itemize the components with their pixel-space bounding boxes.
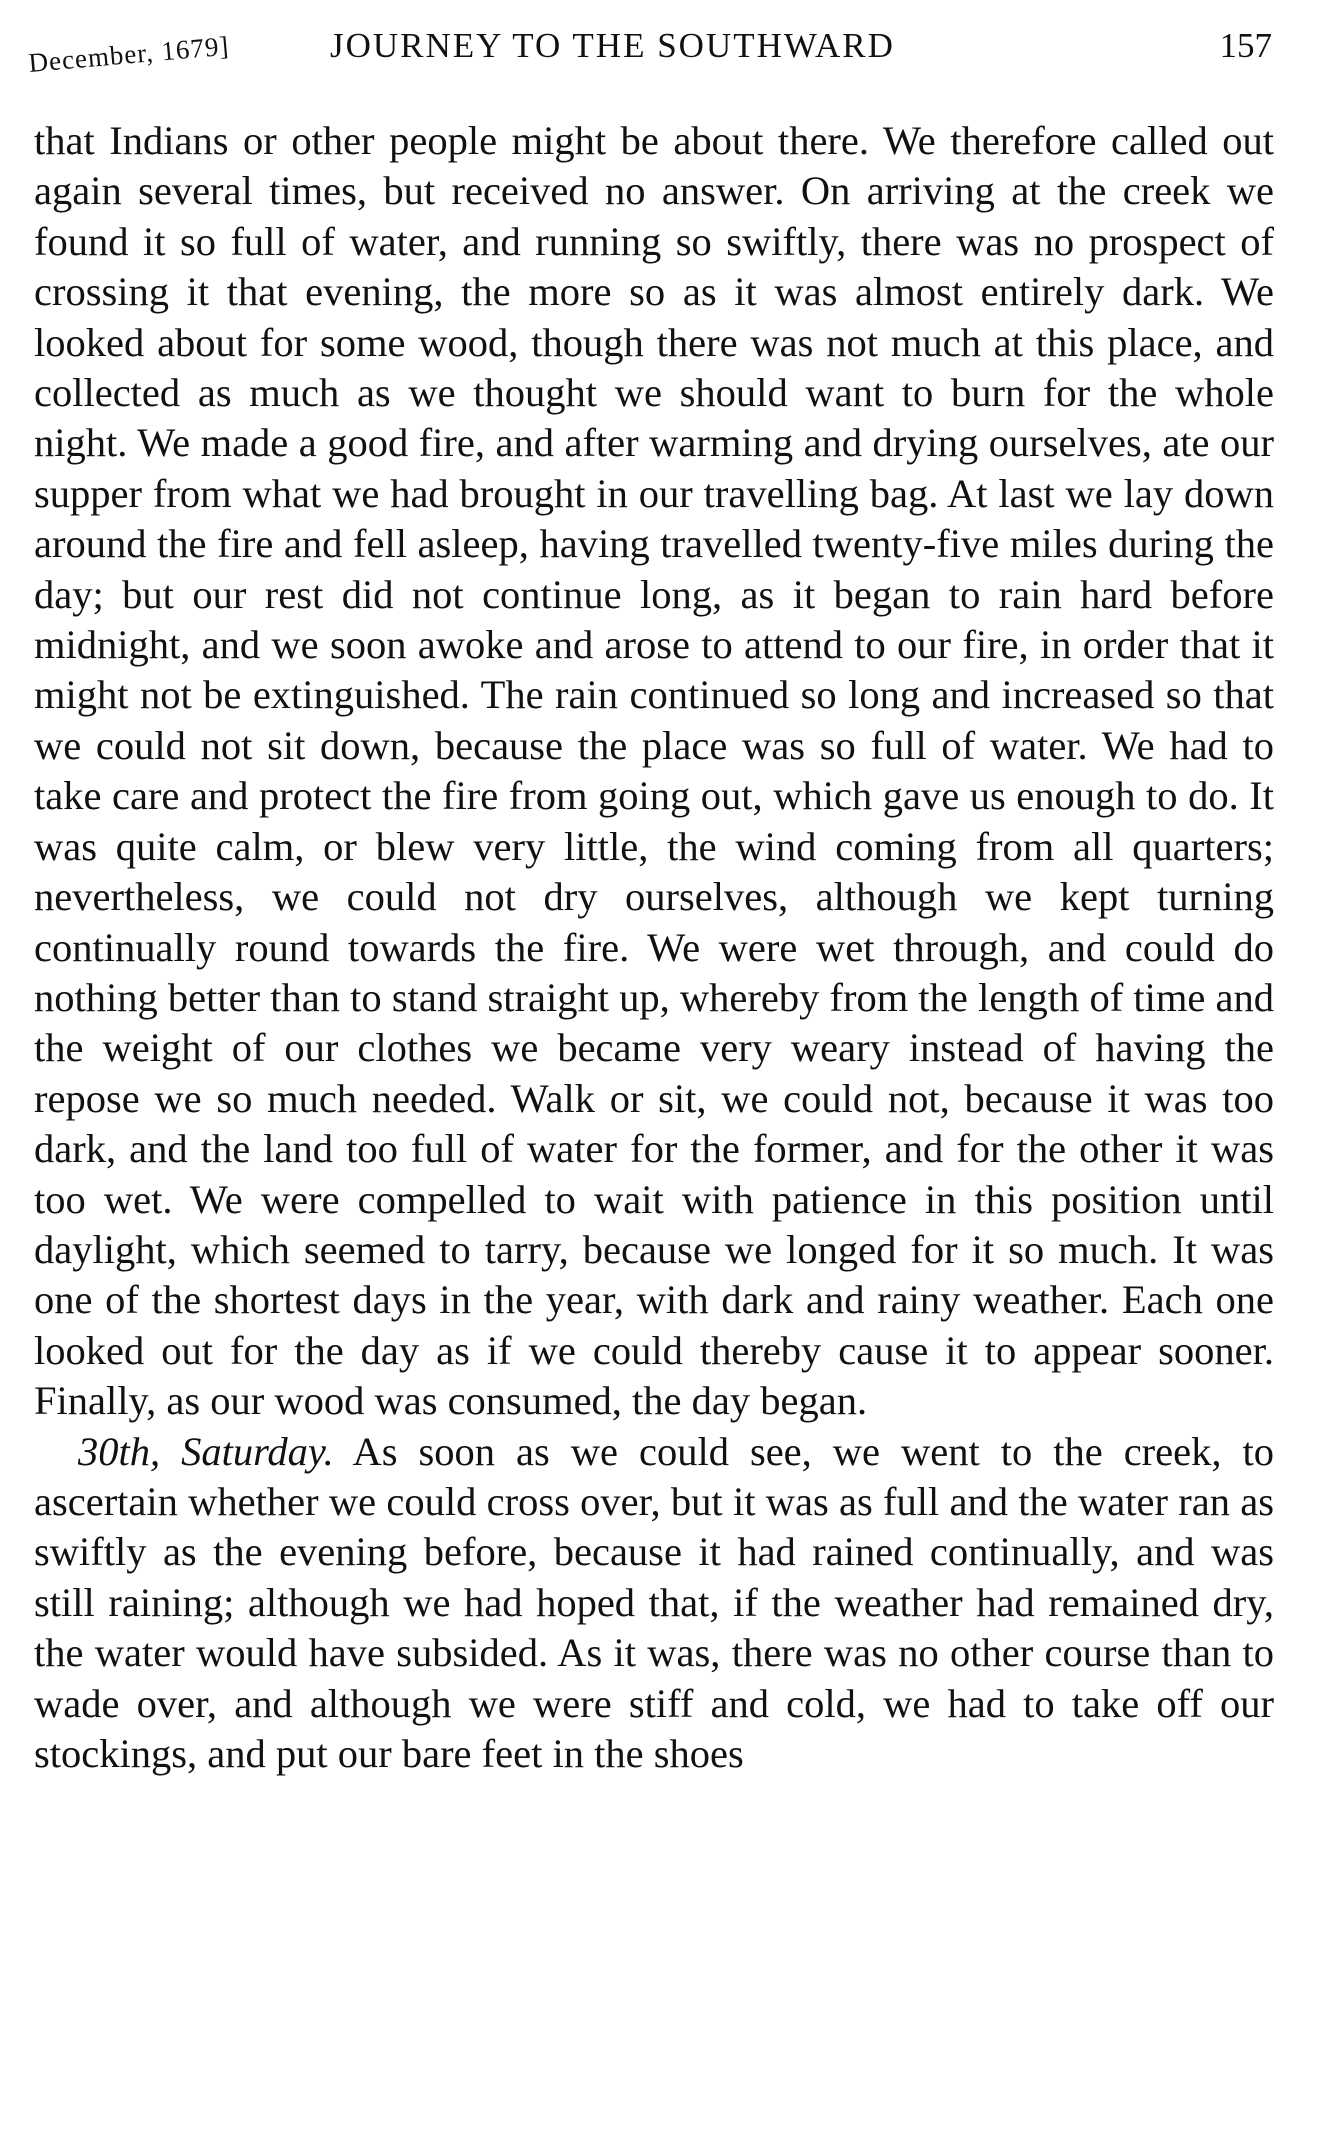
paragraph-1 (34, 116, 1274, 1427)
paragraph-2-date-lead: 30th, Saturday. (78, 1428, 334, 1474)
paragraph-1-text: that Indians or other people might be about there. We therefore called out again several times, but received no answer. On arriving at the creek we found it so full of water, and running so swiftly, there was no prospect of crossing it that evening, the more so as it was almost entirely dark. We looked about for some wood, though there was not much at this place, and collected as much as we thought we should want to burn for the whole night. We made a good fire, and after warming and drying ourselves, ate our supper from what we had brought in our travelling bag. At last we lay down around the fire and fell asleep, having travelled twenty-five miles during the day; but our rest did not continue long, as it began to rain hard before midnight, and we soon awoke and arose to attend to our fire, in order that it might not be extinguished. The rain continued so long and increased so that we could not sit down, because the place was so full of water. We had to take care and protect the fire from going out, which gave us enough to do. It was quite calm, or blew very little, the wind coming from all quarters; nevertheless, we could not dry ourselves, although we kept turning continually round towards the fire. We were wet through, and could do nothing better than to stand straight up, whereby from the length of time and the weight of our clothes we became very weary instead of having the repose we so much needed. Walk or sit, we could not, because it was too dark, and the land too full of water for the former, and for the other it was too wet. We were compelled to wait with patience in this position until daylight, which seemed to tarry, because we longed for it so much. It was one of the shortest days in the year, with dark and rainy weather. Each one looked out for the day as if we could thereby cause it to appear sooner. Finally, as our wood was consumed, the day began. (34, 118, 1274, 1424)
paragraph-2 (34, 1427, 1274, 1780)
page-number: 157 (1219, 26, 1272, 65)
running-head-date: December, 1679] (27, 30, 231, 79)
running-head-title: JOURNEY TO THE SOUTHWARD (330, 26, 895, 65)
paragraph-2-text: As soon as we could see, we went to the creek, to ascertain whether we could cross over, but it was as full and the water ran as swiftly as the evening before, because it had rained continually, and was still raining; although we had hoped that, if the weather had remained dry, the water would have subsided. As it was, there was no other course than to wade over, and although we were stiff and cold, we had to take off our stockings, and put our bare feet in the shoes (34, 1428, 1274, 1776)
body-text (34, 116, 1274, 1779)
running-head (27, 26, 1272, 86)
